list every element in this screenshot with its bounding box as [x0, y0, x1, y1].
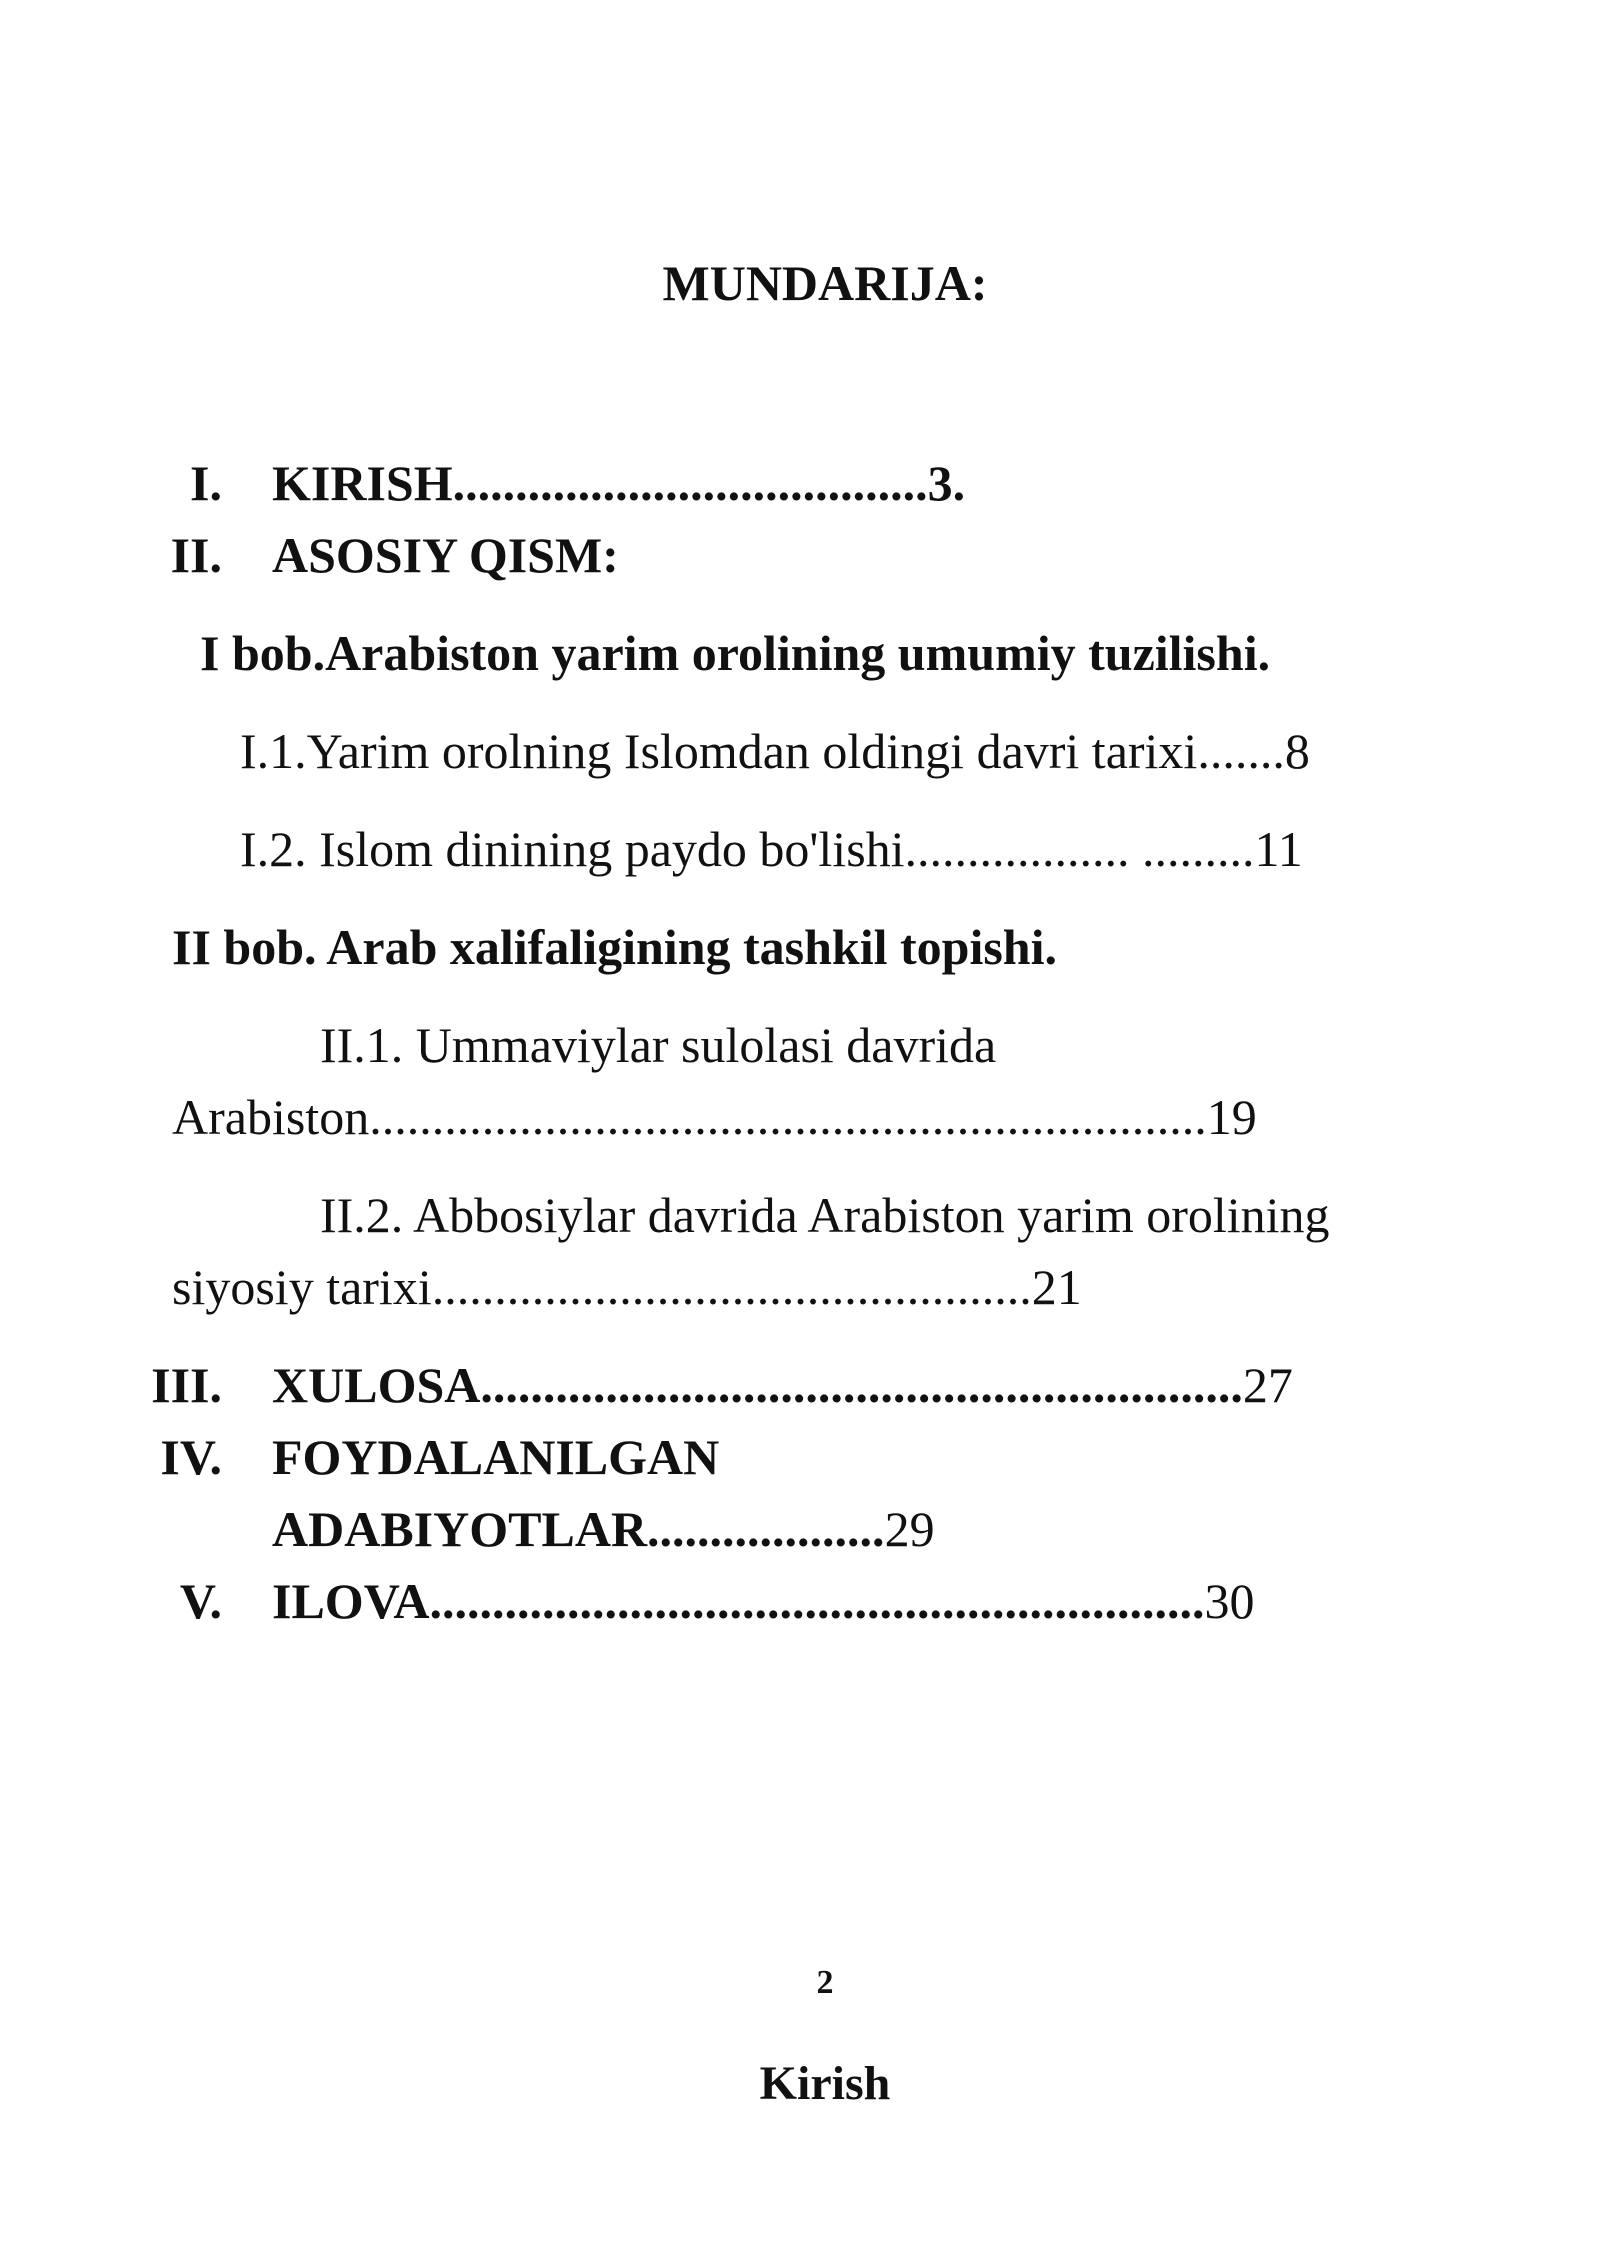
toc-number-iv: IV. [160, 1429, 222, 1485]
toc-subsection-1-2: I.2. Islom dinining paydo bo'lishi.................. .........11 [240, 821, 1303, 877]
toc-entry-adabiyotlar-label: ADABIYOTLAR................... [272, 1501, 885, 1557]
toc-entry-ilova-page: 30 [1204, 1573, 1255, 1629]
toc-entry-foydalanilgan-line2 [272, 1501, 935, 1557]
toc-entry-kirish: KIRISH......................................3. [272, 455, 966, 511]
toc-entry-xulosa-label: XULOSA............................................................. [272, 1357, 1243, 1413]
toc-subsection-2-1-line1: II.1. Ummaviylar sulolasi davrida [320, 1017, 997, 1073]
toc-subsection-2-2-line1: II.2. Abbosiylar davrida Arabiston yarim orolining [320, 1187, 1330, 1243]
toc-chapter-1: I bob.Arabiston yarim orolining umumiy tuzilishi. [200, 625, 1271, 681]
toc-number-iii: III. [151, 1357, 222, 1413]
toc-number-v: V. [179, 1573, 222, 1629]
toc-chapter-2: II bob. Arab xalifaligining tashkil topishi. [172, 919, 1058, 975]
toc-entry-xulosa [272, 1357, 1293, 1413]
page-number: 2 [816, 1964, 834, 2001]
toc-entry-adabiyotlar-page: 29 [884, 1501, 935, 1557]
toc-subsection-1-1: I.1.Yarim orolning Islomdan oldingi davri tarixi.......8 [240, 723, 1310, 779]
section-heading-kirish: Kirish [759, 2057, 891, 2110]
toc-subsection-2-1-line2: Arabiston...................................................................19 [172, 1089, 1257, 1145]
toc-number-ii: II. [170, 527, 222, 583]
toc-subsection-2-2-line2: siyosiy tarixi................................................21 [172, 1259, 1082, 1315]
toc-number-i: I. [190, 455, 222, 511]
toc-entry-asosiy-qism: ASOSIY QISM: [272, 527, 619, 583]
toc-entry-ilova [272, 1573, 1255, 1629]
toc-entry-xulosa-page: 27 [1242, 1357, 1293, 1413]
toc-entry-ilova-label: ILOVA.............................................................. [272, 1573, 1205, 1629]
toc-entry-foydalanilgan-line1: FOYDALANILGAN [272, 1429, 720, 1485]
toc-title: MUNDARIJA: [662, 255, 988, 311]
